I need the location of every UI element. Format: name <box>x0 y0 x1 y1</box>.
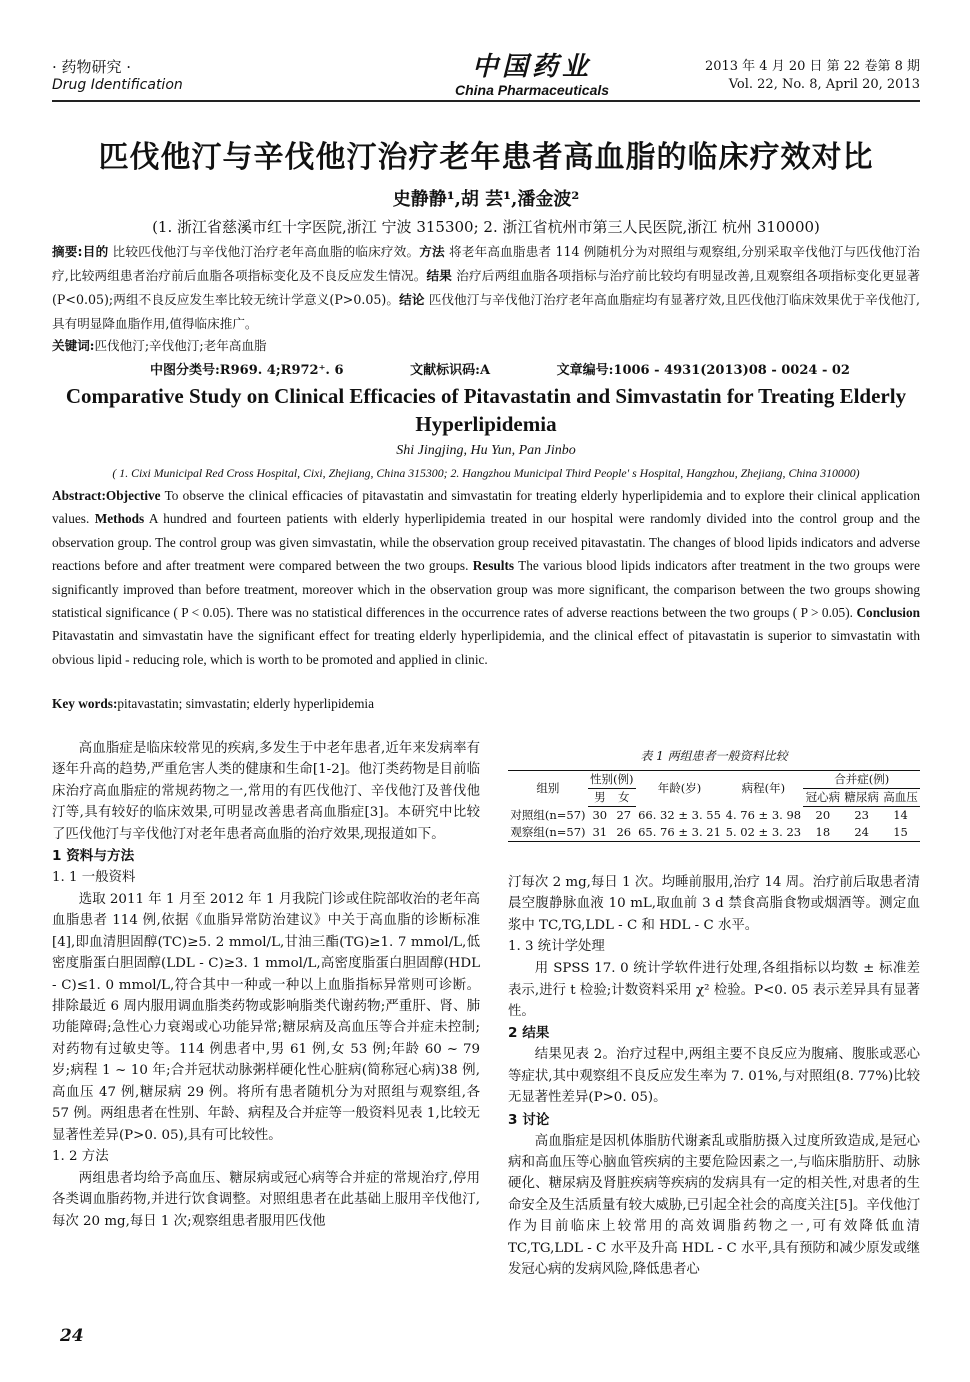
methods-text-en: A hundred and fourteen patients with elderly hyperlipidemia treated in our hospital were randomly divided into the control group and the observation group. The control group was given simvastatin, while the observation group received pitavastatin. The changes of blood lipids indicators and adverse reactions before and after treatment were compared between the two groups. <box>52 511 920 574</box>
results-text-en: The various blood lipids indicators after treatment in the two groups were significantly improved than before treatment, moreover which in the observation group was more significant, the comparison between the two groups showing statistical significance ( P < 0.05). There was no statistical differences in the occurrence rates of adverse reactions between the two groups ( P > 0.05). <box>52 558 920 621</box>
objective-text-en: To observe the clinical efficacies of pitavastatin and simvastatin for treating elderly hyperlipidemia and to explore their clinical application values. <box>52 488 920 527</box>
cell-age: 66. 32 ± 3. 55 <box>638 807 721 822</box>
cell-male: 30 <box>592 808 608 822</box>
th-htn: 高血压 <box>881 789 920 807</box>
table-row <box>508 824 920 842</box>
issue-info-en: Vol. 22, No. 8, April 20, 2013 <box>728 77 920 92</box>
objective-label-cn: 目的 <box>82 244 109 259</box>
issue-info-cn: 2013 年 4 月 20 日 第 22 卷第 8 期 <box>704 59 920 74</box>
th-male: 男 <box>588 789 612 807</box>
body-column-right <box>508 872 920 1281</box>
abstract-label-cn: 摘要: <box>52 244 83 259</box>
header-rule <box>52 100 920 102</box>
issue-info <box>705 58 920 94</box>
conclusion-text-en: Pitavastatin and simvastatin have the significant effect for treating elderly hyperlipidemia, and the clinical effect of pitavastatin is superior to simvastatin with obvious lipid - reducing role, which is worth to be promoted and applied in clinic. <box>52 628 920 667</box>
keywords-text-cn: 匹伐他汀;辛伐他汀;老年高血脂 <box>94 338 267 353</box>
cell-age: 65. 76 ± 3. 21 <box>636 824 724 842</box>
section-label <box>52 58 183 94</box>
objective-text-cn: 比较匹伐他汀与辛伐他汀治疗老年高血脂的临床疗效。 <box>108 244 420 259</box>
th-chd: 冠心病 <box>803 789 842 807</box>
table-1-caption: 表 1 两组患者一般资料比较 <box>640 749 788 763</box>
body-column-left <box>52 738 480 1232</box>
cell-group: 对照组(n=57) <box>510 807 586 822</box>
authors-cn: 史静静¹,胡 芸¹,潘金波² <box>392 189 580 210</box>
th-group: 组别 <box>508 771 588 807</box>
intro-paragraph: 高血脂症是临床较常见的疾病,多发生于中老年患者,近年来发病率有逐年升高的趋势,严重危害人类的健康和生命[1-2]。他汀类药物是目前临床治疗高血脂症的常规药物之一,常用的有匹伐他汀、辛伐他汀及普伐他汀等,具有较好的临床效果,可明显改善患者高血脂症[3]。本研究中比较了匹伐他汀与辛伐他汀对老年患者高血脂的治疗效果,现报道如下。 <box>52 741 480 842</box>
abstract-en <box>52 484 920 671</box>
article-title-cn: 匹伐他汀与辛伐他汀治疗老年患者高血脂的临床疗效对比 <box>98 140 874 175</box>
section-heading-3: 3 讨论 <box>508 1111 550 1128</box>
affiliation-en: ( 1. Cixi Municipal Red Cross Hospital, Cixi, Zhejiang, China 315300; 2. Hangzhou Municipal Third People' s Hospital, Hangzhou, Zhejiang, China 310000) <box>112 466 860 480</box>
paragraph-1-2: 两组患者均给予高血压、糖尿病或冠心病等合并症的常规治疗,停用各类调血脂药物,并进行饮食调整。对照组患者在此基础上服用辛伐他汀,每次 20 mg,每日 1 次;观察组患者服用匹伐他 <box>52 1170 480 1229</box>
table-row <box>508 807 920 825</box>
section-heading-1: 1 资料与方法 <box>52 848 135 865</box>
classification-line <box>150 360 850 382</box>
cell-female: 26 <box>612 824 636 842</box>
article-title-en: Comparative Study on Clinical Efficacies of Pitavastatin and Simvastatin for Treating Elderly Hyperlipidemia <box>65 384 907 436</box>
keywords-label-en: Key words: <box>52 696 118 711</box>
results-label-cn: 结果 <box>426 268 453 283</box>
cell-htn: 15 <box>881 824 920 842</box>
document-code: 文献标识码:A <box>410 363 491 378</box>
th-dm: 糖尿病 <box>842 789 881 807</box>
paragraph-1-3: 用 SPSS 17. 0 统计学软件进行处理,各组指标以均数 ± 标准差表示,进行 t 检验;计数资料采用 χ² 检验。P<0. 05 表示差异具有显著性。 <box>508 961 920 1020</box>
section-heading-2: 2 结果 <box>508 1025 550 1042</box>
cell-htn: 14 <box>893 808 908 822</box>
article-number: 文章编号:1006 - 4931(2013)08 - 0024 - 02 <box>556 363 850 378</box>
keywords-label-cn: 关键词: <box>52 338 95 353</box>
th-age: 年龄(岁) <box>636 771 724 807</box>
cell-course: 5. 02 ± 3. 23 <box>723 824 803 842</box>
page-number: 24 <box>60 1326 84 1346</box>
methods-text-cn: 将老年高血脂患者 114 例随机分为对照组与观察组,分别采取辛伐他汀与匹伐他汀治疗,比较两组患者治疗前后血脂各项指标变化及不良反应发生情况。 <box>52 244 920 283</box>
running-header <box>52 52 920 102</box>
section-label-en: Drug Identification <box>52 77 183 93</box>
section-label-cn: · 药物研究 · <box>52 58 132 76</box>
th-sex: 性别(例) <box>588 771 636 789</box>
keywords-text-en: pitavastatin; simvastatin; elderly hyperlipidemia <box>117 696 375 711</box>
journal-logo <box>402 52 662 98</box>
methods-label-en: Methods <box>94 511 145 527</box>
results-text-cn: 治疗后两组血脂各项指标与治疗前比较均有明显改善,且观察组各项指标变化更显著(P<0.05);两组不良反应发生率比较无统计学意义(P>0.05)。 <box>52 268 920 307</box>
conclusion-text-cn: 匹伐他汀与辛伐他汀治疗老年高血脂症均有显著疗效,且匹伐他汀临床效果优于辛伐他汀,具有明显降血脂作用,值得临床推广。 <box>52 292 921 331</box>
cell-chd: 18 <box>803 824 842 842</box>
conclusion-label-en: Conclusion <box>856 605 920 621</box>
abstract-label-en: Abstract: <box>52 488 106 503</box>
subsection-heading-1-1: 1. 1 一般资料 <box>52 870 136 886</box>
authors-en: Shi Jingjing, Hu Yun, Pan Jinbo <box>396 443 576 458</box>
subsection-heading-1-2: 1. 2 方法 <box>52 1148 109 1164</box>
journal-name-cn: 中国药业 <box>471 52 592 82</box>
table-1 <box>508 770 920 842</box>
objective-label-en: Objective <box>105 488 161 503</box>
conclusion-label-cn: 结论 <box>399 292 425 307</box>
keywords-en <box>52 694 920 714</box>
cell-female: 27 <box>616 808 632 822</box>
journal-name-en: China Pharmaceuticals <box>454 82 610 98</box>
cell-course: 4. 76 ± 3. 98 <box>725 807 802 822</box>
paragraph-1-1: 选取 2011 年 1 月至 2012 年 1 月我院门诊或住院部收治的老年高血脂患者 114 例,依据《血脂异常防治建议》中关于高血脂的诊断标准[4],即血清胆固醇(TC)≥5. 2 mmol/L,甘油三酯(TG)≥1. 7 mmol/L,低密度脂蛋白胆固醇(LDL - C)≥3. 1 mmol/L,高密度脂蛋白胆固醇(HDL - C)≤1. 0 mmol/L,符合其中一种或一种以上血脂指标异常则可诊断。排除最近 6 周内服用调血脂类药物或影响脂类代谢药物;严重肝、肾、肺功能障碍;急性心力衰竭或心功能异常;糖尿病及高血压等合并症未控制;对药物有过敏史等。114 例患者中,男 61 例,女 53 例;年龄 60 ~ 79 岁;病程 1 ~ 10 年;合并冠状动脉粥样硬化性心脏病(简称冠心病)38 例,高血压 47 例,糖尿病 29 例。将所有患者随机分为对照组与观察组,各 57 例。两组患者在性别、年龄、病程及合并症等一般资料见表 1,比较无显著性差异(P>0. 05),具有可比较性。 <box>52 892 480 1143</box>
paragraph-2: 结果见表 2。治疗过程中,两组主要不良反应为腹痛、腹胀或恶心等症状,其中观察组不良反应发生率为 7. 01%,与对照组(8. 77%)比较无显著性差异(P>0. 05)。 <box>508 1047 920 1106</box>
results-label-en: Results <box>472 558 515 574</box>
cell-dm: 23 <box>854 808 869 822</box>
clc-number: 中图分类号:R969. 4;R972⁺. 6 <box>150 363 344 378</box>
cell-dm: 24 <box>842 824 881 842</box>
th-female: 女 <box>612 789 636 807</box>
subsection-heading-1-3: 1. 3 统计学处理 <box>508 939 605 955</box>
methods-label-cn: 方法 <box>419 244 445 259</box>
cell-chd: 20 <box>815 808 831 822</box>
keywords-cn <box>52 336 920 356</box>
cell-group: 观察组(n=57) <box>508 824 588 842</box>
abstract-cn <box>52 240 920 336</box>
cell-male: 31 <box>588 824 612 842</box>
paragraph-3: 高血脂症是因机体脂肪代谢紊乱或脂肪摄入过度所致造成,是冠心病和高血压等心脑血管疾病的主要危险因素之一,与临床脂肪肝、动脉硬化、糖尿病及肾脏疾病等疾病的发病具有一定的相关性,对患者的生命安全及生活质量有较大威胁,已引起全社会的高度关注[5]。辛伐他汀作为目前临床上较常用的高效调脂药物之一,可有效降低血清 TC,TG,LDL - C 水平及升高 HDL - C 水平,具有预防和减少原发或继发冠心病的发病风险,降低患者心 <box>508 1133 920 1278</box>
paragraph-1-2-cont: 汀每次 2 mg,每日 1 次。均睡前服用,治疗 14 周。治疗前后取患者清晨空腹静脉血液 10 mL,取血前 3 d 禁食高脂食物或烟酒等。测定血浆中 TC,TG,LDL - C 和 HDL - C 水平。 <box>508 875 920 933</box>
affiliation-cn: (1. 浙江省慈溪市红十字医院,浙江 宁波 315300; 2. 浙江省杭州市第三人民医院,浙江 杭州 310000) <box>152 218 820 236</box>
th-comorbidity: 合并症(例) <box>803 771 920 789</box>
th-course: 病程(年) <box>723 771 803 807</box>
